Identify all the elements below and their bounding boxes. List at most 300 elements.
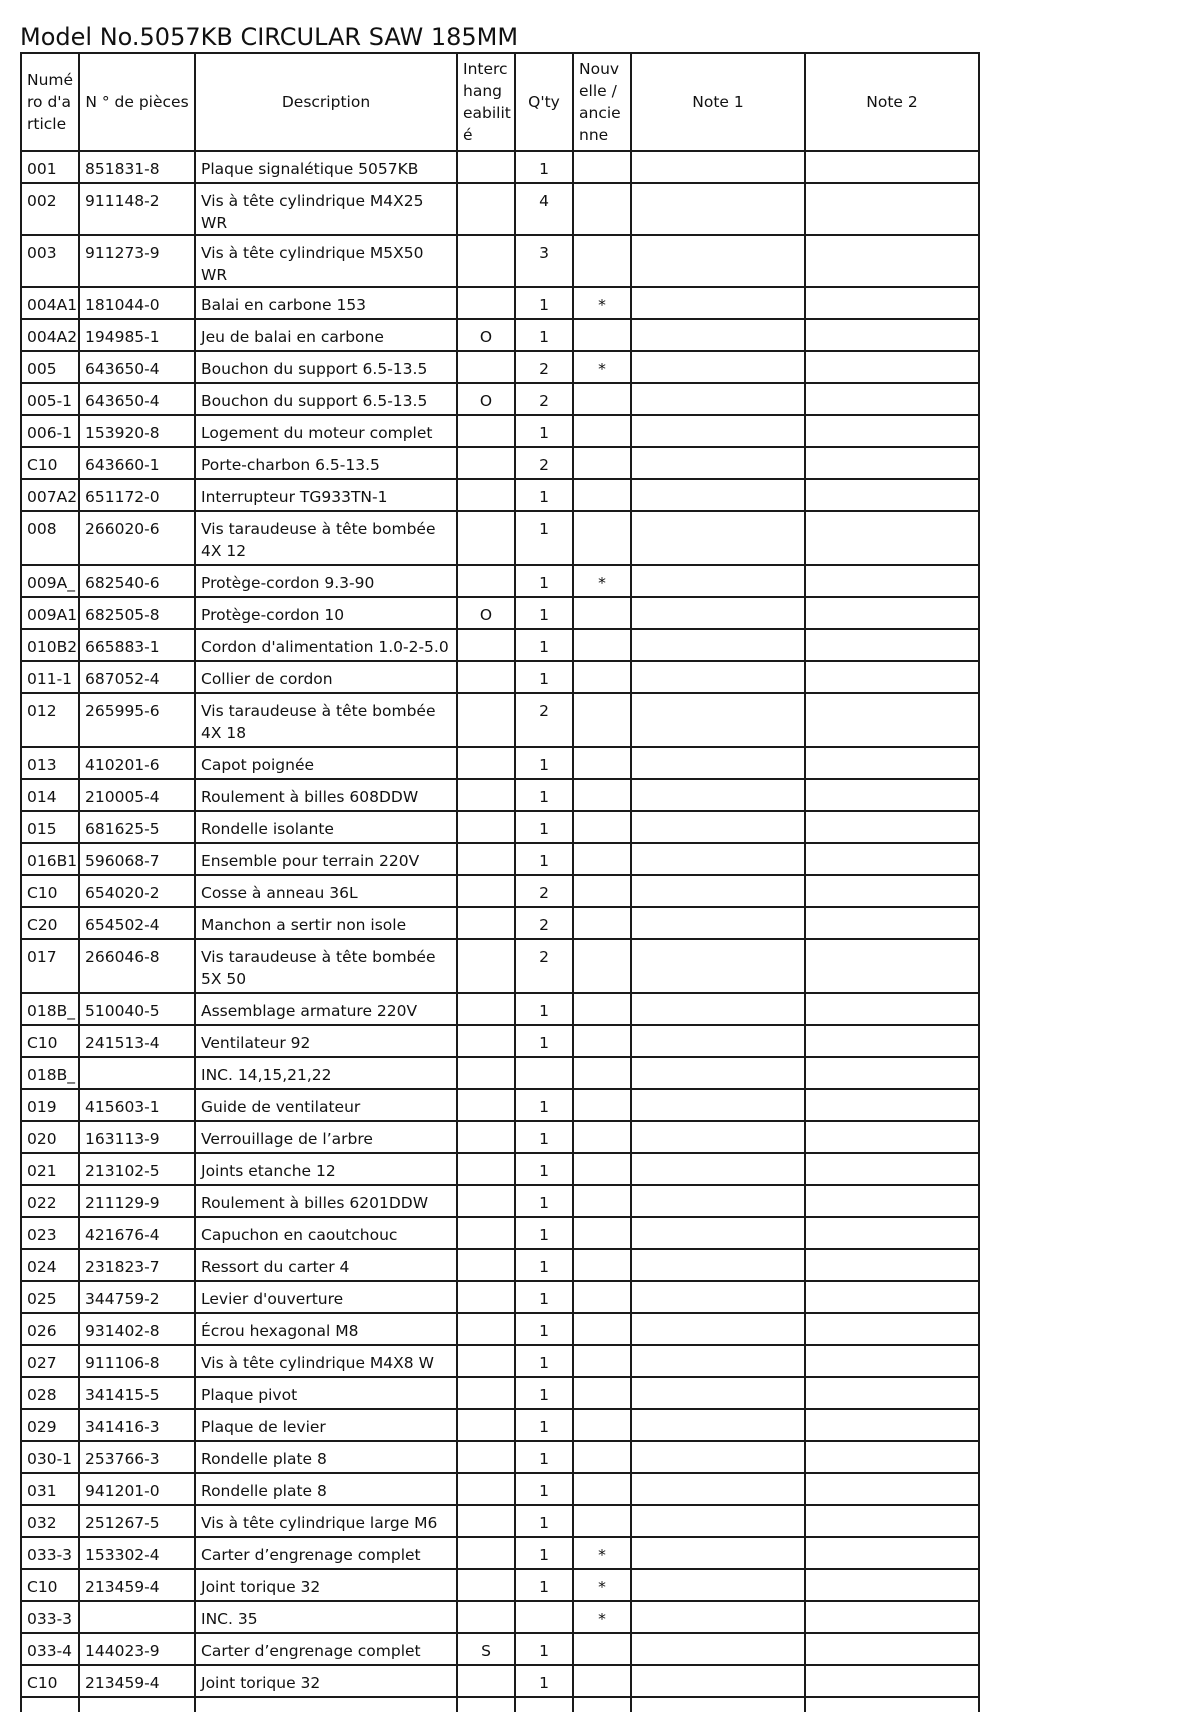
- cell-note-1: [631, 747, 805, 779]
- cell-new-old: [573, 1057, 631, 1089]
- cell-item-number: 020: [21, 1121, 79, 1153]
- cell-item-number: 012: [21, 693, 79, 747]
- cell-part-number: 654502-4: [79, 907, 195, 939]
- header-note-1: [631, 53, 805, 151]
- cell-description: Carter d’engrenage complet: [195, 1537, 457, 1569]
- cell-item-number: 002: [21, 183, 79, 235]
- cell-item-number: C10: [21, 1665, 79, 1697]
- cell-item-number: 028: [21, 1377, 79, 1409]
- cell-note-1: [631, 1153, 805, 1185]
- cell-part-number: 181044-0: [79, 287, 195, 319]
- cell-new-old: [573, 1121, 631, 1153]
- cell-part-number: 344759-2: [79, 1281, 195, 1313]
- cell-item-number: 030-1: [21, 1441, 79, 1473]
- cell-note-1: [631, 843, 805, 875]
- cell-note-1: [631, 629, 805, 661]
- cell-description: Balai en carbone 153: [195, 287, 457, 319]
- cell-part-number: 253766-3: [79, 1441, 195, 1473]
- cell-note-2: [805, 287, 979, 319]
- cell-item-number: 005: [21, 351, 79, 383]
- cell-empty: [573, 1697, 631, 1712]
- table-row: [21, 287, 979, 319]
- cell-description: INC. 14,15,21,22: [195, 1057, 457, 1089]
- cell-new-old: [573, 151, 631, 183]
- table-row: [21, 661, 979, 693]
- header-part-number: [79, 53, 195, 151]
- cell-part-number: 163113-9: [79, 1121, 195, 1153]
- cell-part-number: 194985-1: [79, 319, 195, 351]
- cell-note-1: [631, 1217, 805, 1249]
- table-row: [21, 1185, 979, 1217]
- table-row: [21, 351, 979, 383]
- cell-part-number: 341415-5: [79, 1377, 195, 1409]
- cell-interchangeability: [457, 1601, 515, 1633]
- cell-empty: [195, 1697, 457, 1712]
- header-new-old-line: Nouv: [579, 60, 620, 78]
- cell-new-old: [573, 1025, 631, 1057]
- cell-note-2: [805, 1633, 979, 1665]
- cell-quantity: 1: [515, 511, 573, 565]
- cell-note-1: [631, 1281, 805, 1313]
- cell-interchangeability: [457, 1537, 515, 1569]
- cell-item-number: 026: [21, 1313, 79, 1345]
- cell-new-old: [573, 907, 631, 939]
- cell-description: Vis taraudeuse à tête bombée 4X 18: [195, 693, 457, 747]
- cell-interchangeability: [457, 1473, 515, 1505]
- header-item-number: [21, 53, 79, 151]
- cell-new-old: [573, 1441, 631, 1473]
- cell-quantity: 2: [515, 693, 573, 747]
- cell-interchangeability: [457, 1505, 515, 1537]
- cell-description: Ensemble pour terrain 220V: [195, 843, 457, 875]
- header-description: [195, 53, 457, 151]
- table-row: [21, 747, 979, 779]
- cell-description: Écrou hexagonal M8: [195, 1313, 457, 1345]
- cell-item-number: 022: [21, 1185, 79, 1217]
- cell-new-old: [573, 511, 631, 565]
- cell-interchangeability: [457, 415, 515, 447]
- cell-quantity: 1: [515, 415, 573, 447]
- cell-item-number: 032: [21, 1505, 79, 1537]
- cell-interchangeability: O: [457, 319, 515, 351]
- cell-part-number: [79, 1057, 195, 1089]
- table-row: [21, 1345, 979, 1377]
- table-row: [21, 779, 979, 811]
- cell-quantity: 1: [515, 1569, 573, 1601]
- cell-item-number: 018B_: [21, 993, 79, 1025]
- cell-note-1: [631, 479, 805, 511]
- cell-new-old: [573, 1281, 631, 1313]
- cell-new-old: [573, 235, 631, 287]
- cell-quantity: 1: [515, 1473, 573, 1505]
- table-row: [21, 383, 979, 415]
- cell-interchangeability: S: [457, 1633, 515, 1665]
- header-new-old: [573, 53, 631, 151]
- cell-part-number: [79, 1601, 195, 1633]
- cell-item-number: 013: [21, 747, 79, 779]
- cell-part-number: 153920-8: [79, 415, 195, 447]
- cell-quantity: 1: [515, 1185, 573, 1217]
- header-note-2: [805, 53, 979, 151]
- cell-note-1: [631, 939, 805, 993]
- cell-note-2: [805, 479, 979, 511]
- cell-description: Rondelle plate 8: [195, 1441, 457, 1473]
- cell-part-number: 665883-1: [79, 629, 195, 661]
- cell-description: Logement du moteur complet: [195, 415, 457, 447]
- cell-part-number: 651172-0: [79, 479, 195, 511]
- cell-quantity: 1: [515, 1633, 573, 1665]
- cell-note-1: [631, 1409, 805, 1441]
- header-interchangeability-line: é: [463, 126, 473, 144]
- cell-item-number: 031: [21, 1473, 79, 1505]
- cell-note-1: [631, 1537, 805, 1569]
- cell-quantity: 1: [515, 479, 573, 511]
- cell-description: Jeu de balai en carbone: [195, 319, 457, 351]
- cell-quantity: 1: [515, 1537, 573, 1569]
- cell-quantity: 1: [515, 597, 573, 629]
- cell-new-old: [573, 183, 631, 235]
- cell-new-old: [573, 1217, 631, 1249]
- cell-description: Joint torique 32: [195, 1569, 457, 1601]
- cell-item-number: 015: [21, 811, 79, 843]
- table-row: [21, 629, 979, 661]
- cell-note-1: [631, 1249, 805, 1281]
- cell-quantity: 1: [515, 1153, 573, 1185]
- cell-note-1: [631, 151, 805, 183]
- cell-item-number: 007A2: [21, 479, 79, 511]
- cell-note-1: [631, 235, 805, 287]
- cell-quantity: [515, 1601, 573, 1633]
- cell-description: Plaque signalétique 5057KB: [195, 151, 457, 183]
- table-row: [21, 151, 979, 183]
- cell-new-old: *: [573, 1569, 631, 1601]
- cell-note-1: [631, 1057, 805, 1089]
- header-new-old-line: elle /: [579, 82, 617, 100]
- cell-note-1: [631, 875, 805, 907]
- table-row-cutoff: [21, 1697, 979, 1712]
- cell-quantity: 1: [515, 1089, 573, 1121]
- cell-part-number: 415603-1: [79, 1089, 195, 1121]
- cell-new-old: [573, 415, 631, 447]
- header-item-number-line: ro d'a: [27, 93, 72, 111]
- cell-part-number: 596068-7: [79, 843, 195, 875]
- cell-quantity: 1: [515, 1313, 573, 1345]
- cell-new-old: [573, 1633, 631, 1665]
- cell-part-number: 643660-1: [79, 447, 195, 479]
- table-row: [21, 597, 979, 629]
- table-row: [21, 875, 979, 907]
- cell-note-2: [805, 1313, 979, 1345]
- cell-part-number: 682540-6: [79, 565, 195, 597]
- cell-quantity: 1: [515, 1121, 573, 1153]
- cell-interchangeability: [457, 565, 515, 597]
- cell-description: Porte-charbon 6.5-13.5: [195, 447, 457, 479]
- cell-note-1: [631, 1089, 805, 1121]
- cell-note-2: [805, 1025, 979, 1057]
- cell-description: Joint torique 32: [195, 1665, 457, 1697]
- cell-item-number: 027: [21, 1345, 79, 1377]
- cell-note-1: [631, 1569, 805, 1601]
- cell-note-2: [805, 183, 979, 235]
- cell-quantity: 2: [515, 907, 573, 939]
- cell-note-1: [631, 447, 805, 479]
- cell-interchangeability: [457, 1377, 515, 1409]
- cell-part-number: 941201-0: [79, 1473, 195, 1505]
- table-row: [21, 1473, 979, 1505]
- cell-description: Vis à tête cylindrique M4X25 WR: [195, 183, 457, 235]
- cell-new-old: *: [573, 287, 631, 319]
- cell-description: INC. 35: [195, 1601, 457, 1633]
- cell-item-number: 005-1: [21, 383, 79, 415]
- cell-interchangeability: [457, 1057, 515, 1089]
- table-row: [21, 1665, 979, 1697]
- table-row: [21, 1025, 979, 1057]
- cell-description: Vis à tête cylindrique large M6: [195, 1505, 457, 1537]
- cell-note-2: [805, 629, 979, 661]
- cell-description: Manchon a sertir non isole: [195, 907, 457, 939]
- cell-interchangeability: O: [457, 597, 515, 629]
- cell-new-old: [573, 1185, 631, 1217]
- cell-interchangeability: O: [457, 383, 515, 415]
- table-row: [21, 235, 979, 287]
- cell-empty: [631, 1697, 805, 1712]
- cell-item-number: 033-3: [21, 1537, 79, 1569]
- cell-part-number: 266046-8: [79, 939, 195, 993]
- header-description-line: Description: [281, 93, 371, 111]
- cell-note-1: [631, 811, 805, 843]
- cell-note-1: [631, 597, 805, 629]
- cell-interchangeability: [457, 1217, 515, 1249]
- cell-note-1: [631, 183, 805, 235]
- cell-item-number: C20: [21, 907, 79, 939]
- cell-quantity: 1: [515, 747, 573, 779]
- cell-interchangeability: [457, 1313, 515, 1345]
- cell-part-number: 210005-4: [79, 779, 195, 811]
- cell-quantity: 1: [515, 1409, 573, 1441]
- cell-description: Roulement à billes 608DDW: [195, 779, 457, 811]
- cell-interchangeability: [457, 151, 515, 183]
- table-row: [21, 693, 979, 747]
- table-row: [21, 1089, 979, 1121]
- cell-interchangeability: [457, 811, 515, 843]
- cell-part-number: 681625-5: [79, 811, 195, 843]
- cell-new-old: [573, 597, 631, 629]
- cell-note-2: [805, 779, 979, 811]
- header-note-2-line: Note 2: [866, 93, 918, 111]
- cell-note-2: [805, 447, 979, 479]
- cell-note-2: [805, 1089, 979, 1121]
- cell-note-1: [631, 383, 805, 415]
- header-note-1-line: Note 1: [692, 93, 744, 111]
- cell-quantity: 1: [515, 779, 573, 811]
- cell-description: Capot poignée: [195, 747, 457, 779]
- cell-interchangeability: [457, 1281, 515, 1313]
- cell-item-number: 006-1: [21, 415, 79, 447]
- cell-item-number: 021: [21, 1153, 79, 1185]
- cell-new-old: [573, 319, 631, 351]
- cell-note-2: [805, 383, 979, 415]
- cell-quantity: 1: [515, 1249, 573, 1281]
- cell-quantity: 2: [515, 939, 573, 993]
- cell-description: Guide de ventilateur: [195, 1089, 457, 1121]
- header-new-old-line: nne: [579, 126, 609, 144]
- cell-quantity: 1: [515, 1025, 573, 1057]
- table-row: [21, 1153, 979, 1185]
- cell-quantity: 3: [515, 235, 573, 287]
- cell-description: Levier d'ouverture: [195, 1281, 457, 1313]
- cell-new-old: [573, 693, 631, 747]
- cell-item-number: C10: [21, 447, 79, 479]
- cell-item-number: 014: [21, 779, 79, 811]
- cell-empty: [21, 1697, 79, 1712]
- cell-interchangeability: [457, 779, 515, 811]
- cell-quantity: 1: [515, 319, 573, 351]
- cell-item-number: 023: [21, 1217, 79, 1249]
- cell-description: Roulement à billes 6201DDW: [195, 1185, 457, 1217]
- cell-item-number: 029: [21, 1409, 79, 1441]
- cell-new-old: [573, 875, 631, 907]
- cell-description: Assemblage armature 220V: [195, 993, 457, 1025]
- table-header-row: [21, 53, 979, 151]
- cell-note-1: [631, 1473, 805, 1505]
- cell-interchangeability: [457, 183, 515, 235]
- cell-item-number: 019: [21, 1089, 79, 1121]
- cell-description: Plaque de levier: [195, 1409, 457, 1441]
- cell-note-2: [805, 693, 979, 747]
- cell-note-1: [631, 1313, 805, 1345]
- cell-new-old: [573, 1249, 631, 1281]
- cell-new-old: [573, 447, 631, 479]
- table-row: [21, 1409, 979, 1441]
- cell-part-number: 911148-2: [79, 183, 195, 235]
- cell-part-number: 341416-3: [79, 1409, 195, 1441]
- cell-note-2: [805, 1121, 979, 1153]
- cell-note-2: [805, 565, 979, 597]
- cell-new-old: [573, 993, 631, 1025]
- cell-new-old: *: [573, 351, 631, 383]
- cell-description: Vis taraudeuse à tête bombée 4X 12: [195, 511, 457, 565]
- cell-part-number: 211129-9: [79, 1185, 195, 1217]
- cell-new-old: [573, 1473, 631, 1505]
- cell-note-2: [805, 993, 979, 1025]
- cell-interchangeability: [457, 1121, 515, 1153]
- cell-quantity: 1: [515, 151, 573, 183]
- cell-note-2: [805, 1217, 979, 1249]
- cell-interchangeability: [457, 479, 515, 511]
- cell-interchangeability: [457, 1345, 515, 1377]
- cell-note-1: [631, 661, 805, 693]
- header-new-old-line: ancie: [579, 104, 621, 122]
- cell-new-old: [573, 1089, 631, 1121]
- header-interchangeability-line: Interc: [463, 60, 508, 78]
- table-row: [21, 1569, 979, 1601]
- cell-new-old: [573, 843, 631, 875]
- cell-part-number: 931402-8: [79, 1313, 195, 1345]
- cell-interchangeability: [457, 907, 515, 939]
- header-item-number-line: Numé: [27, 71, 74, 89]
- cell-part-number: 682505-8: [79, 597, 195, 629]
- cell-item-number: 008: [21, 511, 79, 565]
- cell-new-old: [573, 629, 631, 661]
- cell-quantity: 1: [515, 1441, 573, 1473]
- cell-note-1: [631, 1121, 805, 1153]
- cell-part-number: 643650-4: [79, 383, 195, 415]
- cell-note-1: [631, 511, 805, 565]
- table-row: [21, 565, 979, 597]
- cell-empty: [457, 1697, 515, 1712]
- cell-description: Plaque pivot: [195, 1377, 457, 1409]
- cell-note-2: [805, 1409, 979, 1441]
- cell-quantity: 1: [515, 1665, 573, 1697]
- cell-description: Capuchon en caoutchouc: [195, 1217, 457, 1249]
- cell-item-number: C10: [21, 875, 79, 907]
- cell-item-number: 025: [21, 1281, 79, 1313]
- cell-item-number: 009A1: [21, 597, 79, 629]
- cell-part-number: 421676-4: [79, 1217, 195, 1249]
- cell-description: Cosse à anneau 36L: [195, 875, 457, 907]
- table-row: [21, 447, 979, 479]
- cell-quantity: 1: [515, 1345, 573, 1377]
- cell-new-old: [573, 1665, 631, 1697]
- cell-part-number: 231823-7: [79, 1249, 195, 1281]
- table-row: [21, 1601, 979, 1633]
- cell-interchangeability: [457, 1441, 515, 1473]
- cell-interchangeability: [457, 1249, 515, 1281]
- cell-interchangeability: [457, 747, 515, 779]
- cell-description: Collier de cordon: [195, 661, 457, 693]
- cell-note-2: [805, 1537, 979, 1569]
- cell-interchangeability: [457, 629, 515, 661]
- cell-note-1: [631, 1185, 805, 1217]
- cell-part-number: 265995-6: [79, 693, 195, 747]
- cell-interchangeability: [457, 1569, 515, 1601]
- cell-item-number: 004A1: [21, 287, 79, 319]
- cell-note-2: [805, 1249, 979, 1281]
- table-row: [21, 1281, 979, 1313]
- cell-new-old: *: [573, 565, 631, 597]
- cell-part-number: 144023-9: [79, 1633, 195, 1665]
- cell-note-2: [805, 939, 979, 993]
- cell-description: Joints etanche 12: [195, 1153, 457, 1185]
- cell-note-2: [805, 811, 979, 843]
- cell-interchangeability: [457, 1409, 515, 1441]
- cell-quantity: 1: [515, 287, 573, 319]
- cell-interchangeability: [457, 1185, 515, 1217]
- cell-description: Vis taraudeuse à tête bombée 5X 50: [195, 939, 457, 993]
- cell-new-old: [573, 1377, 631, 1409]
- cell-note-1: [631, 287, 805, 319]
- cell-note-1: [631, 415, 805, 447]
- cell-item-number: 016B1: [21, 843, 79, 875]
- cell-note-2: [805, 1665, 979, 1697]
- cell-quantity: 1: [515, 661, 573, 693]
- header-item-number-line: rticle: [27, 115, 67, 133]
- cell-new-old: [573, 779, 631, 811]
- cell-note-2: [805, 319, 979, 351]
- cell-new-old: [573, 661, 631, 693]
- cell-note-2: [805, 1441, 979, 1473]
- cell-note-2: [805, 1185, 979, 1217]
- cell-description: Rondelle plate 8: [195, 1473, 457, 1505]
- cell-interchangeability: [457, 875, 515, 907]
- cell-quantity: 1: [515, 1281, 573, 1313]
- table-row: [21, 415, 979, 447]
- cell-note-1: [631, 565, 805, 597]
- cell-description: Bouchon du support 6.5-13.5: [195, 351, 457, 383]
- parts-table: [20, 52, 980, 1712]
- cell-quantity: [515, 1057, 573, 1089]
- cell-part-number: 911106-8: [79, 1345, 195, 1377]
